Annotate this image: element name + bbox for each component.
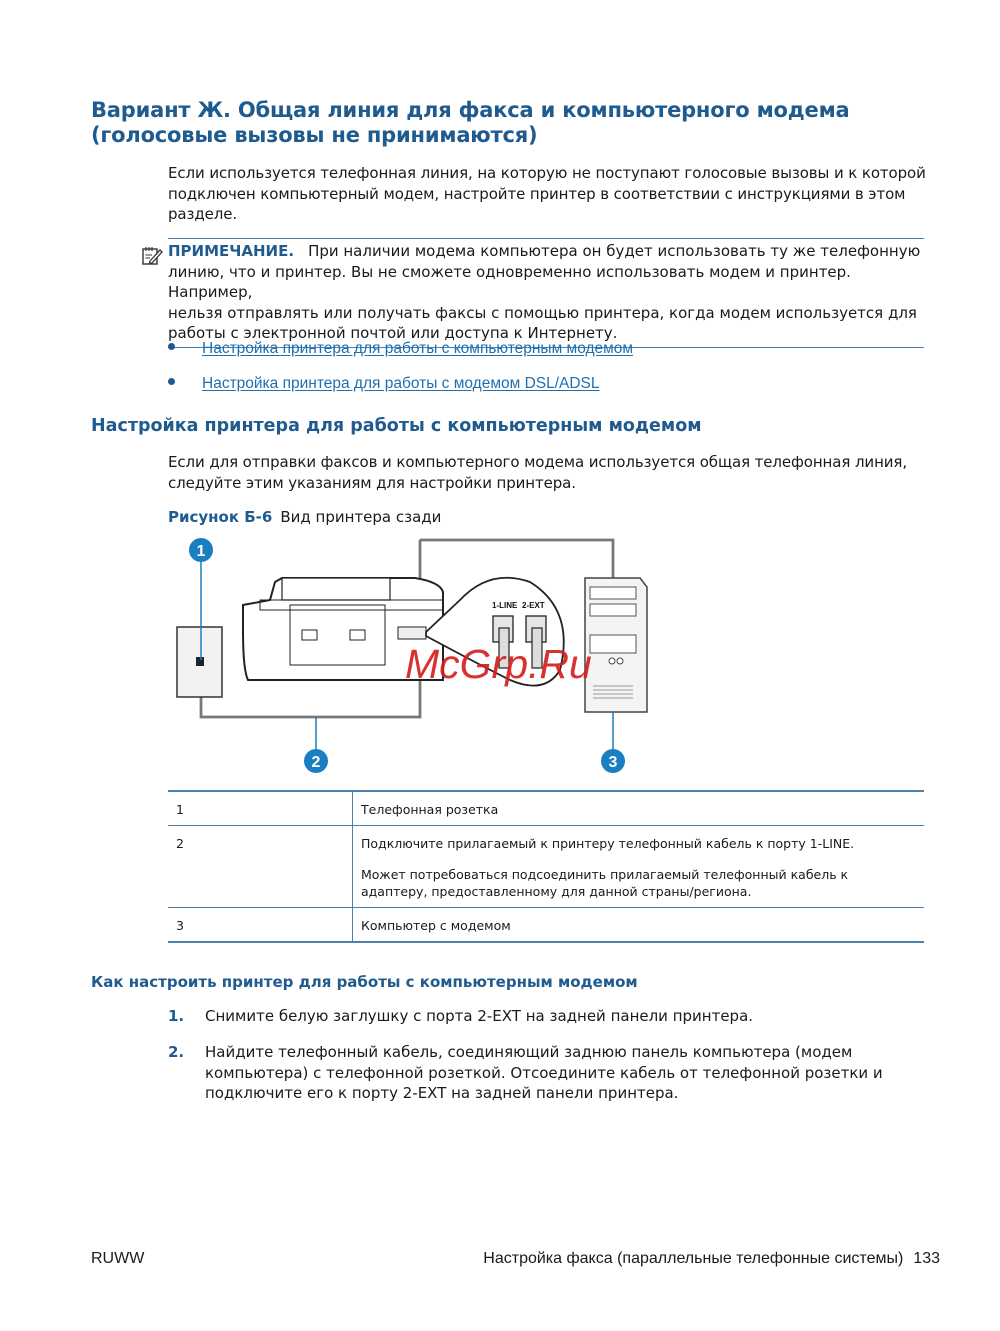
section-heading: Настройка принтера для работы с компьютерным модемом — [91, 416, 702, 436]
watermark: McGrp.Ru — [405, 641, 592, 687]
figure-label: Рисунок Б-6 — [168, 508, 273, 526]
callout-1-label: 1 — [196, 543, 206, 560]
row-description — [353, 908, 925, 943]
link-computer-modem-setup[interactable]: Настройка принтера для работы с компьютерным модемом — [202, 340, 634, 357]
table-row — [168, 908, 924, 943]
note-pencil-icon — [141, 244, 163, 266]
link-list-item — [168, 373, 600, 394]
note-text: нельзя отправлять или получать факсы с помощью принтера, когда модем используется для — [168, 303, 917, 322]
row-number: 3 — [168, 908, 353, 943]
section-line: следуйте этим указаниям для настройки принтера. — [168, 473, 576, 492]
note-text: При наличии модема компьютера он будет использовать ту же телефонную — [308, 242, 921, 260]
computer-tower — [585, 578, 647, 712]
step-text: подключите его к порту 2-EXT на задней панели принтера. — [205, 1084, 679, 1102]
callout-3-label: 3 — [608, 754, 618, 771]
wall-jack — [177, 627, 222, 697]
bullet-icon — [168, 378, 175, 385]
step-text: компьютера) с телефонной розеткой. Отсоедините кабель от телефонной розетки и — [205, 1063, 883, 1082]
step-text: Найдите телефонный кабель, соединяющий заднюю панель компьютера (модем — [205, 1043, 853, 1061]
intro-line: разделе. — [168, 205, 238, 223]
page-heading-line1: Вариант Ж. Общая линия для факса и компьютерного модема — [91, 98, 850, 122]
note-text: линию, что и принтер. Вы не сможете одновременно использовать модем и принтер. Например, — [168, 262, 851, 301]
footer-section-title: Настройка факса (параллельные телефонные системы) — [483, 1250, 904, 1267]
note-label: ПРИМЕЧАНИЕ. — [168, 242, 295, 260]
procedure-step — [168, 1006, 888, 1027]
page-heading — [91, 98, 941, 148]
step-text: Снимите белую заглушку с порта 2-EXT на задней панели принтера. — [205, 1007, 754, 1025]
row-text: Компьютер с модемом — [361, 918, 511, 933]
procedure-heading: Как настроить принтер для работы с компьютерным модемом — [91, 973, 638, 991]
row-description — [353, 826, 925, 908]
intro-line: Если используется телефонная линия, на которую не поступают голосовые вызовы и к которой — [168, 164, 926, 182]
link-list-item — [168, 338, 633, 359]
procedure-step — [168, 1042, 888, 1104]
table-row — [168, 826, 924, 908]
bullet-icon — [168, 343, 175, 350]
row-text: Подключите прилагаемый к принтеру телефонный кабель к порту 1-LINE. — [361, 836, 855, 851]
note-text: работы с электронной почтой или доступа к Интернету. — [168, 324, 618, 342]
link-dsl-modem-setup[interactable]: Настройка принтера для работы с модемом DSL/ADSL — [202, 375, 600, 392]
intro-paragraph — [168, 163, 938, 225]
note-box — [168, 238, 924, 348]
section-paragraph — [168, 452, 938, 493]
figure-caption-text: Вид принтера сзади — [280, 508, 442, 526]
row-text: Может потребоваться подсоединить прилагаемый телефонный кабель к адаптеру, предоставленному для данной страны/региона. — [361, 867, 849, 899]
footer-locale: RUWW — [91, 1250, 145, 1267]
row-number: 1 — [168, 791, 353, 826]
row-description — [353, 791, 925, 826]
port-label-2-ext: 2-EXT — [522, 601, 545, 610]
step-number: 1. — [168, 1007, 185, 1025]
page-number: 133 — [913, 1250, 940, 1267]
callout-2 — [304, 749, 328, 773]
callout-legend-table — [168, 790, 924, 943]
row-text: Телефонная розетка — [361, 802, 499, 817]
callout-3 — [601, 749, 625, 773]
step-number: 2. — [168, 1043, 185, 1061]
callout-2-label: 2 — [311, 754, 321, 771]
figure-caption — [168, 508, 441, 526]
intro-line: подключен компьютерный модем, настройте принтер в соответствии с инструкциями в этом — [168, 184, 906, 203]
port-label-1-line: 1-LINE — [492, 601, 518, 610]
row-number: 2 — [168, 826, 353, 908]
section-line: Если для отправки факсов и компьютерного модема используется общая телефонная линия, — [168, 453, 908, 471]
page-heading-line2: (голосовые вызовы не принимаются) — [91, 123, 538, 147]
callout-1 — [189, 538, 213, 562]
table-row — [168, 791, 924, 826]
footer-section — [483, 1250, 940, 1268]
